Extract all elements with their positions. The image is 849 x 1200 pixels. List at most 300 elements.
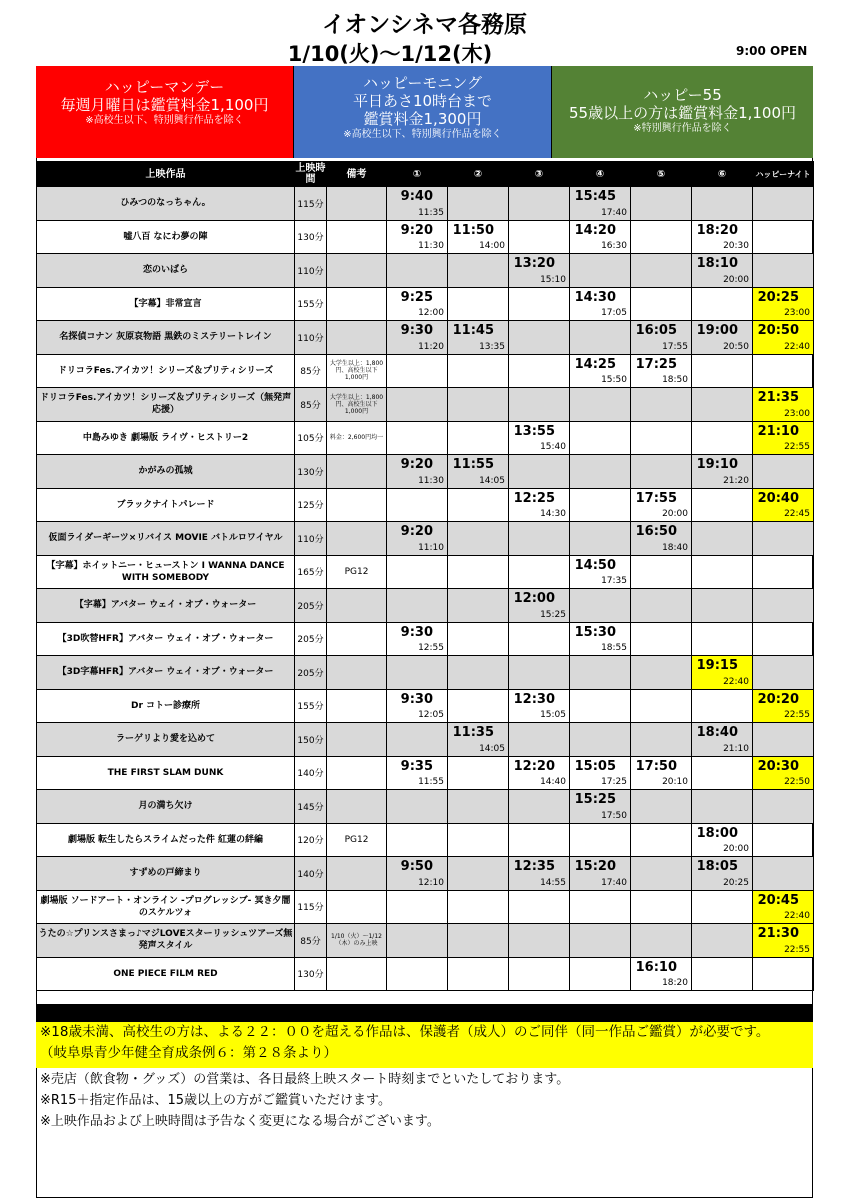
movie-note: 料金：2,600円均一 <box>327 421 387 455</box>
happy-night-slot <box>753 187 814 221</box>
screen-1-slot <box>387 589 448 623</box>
screen-5-slot <box>631 756 692 790</box>
happy-night-slot <box>753 622 814 656</box>
happy-night-slot <box>753 555 814 589</box>
screen-5-slot <box>631 689 692 723</box>
happy-night-slot <box>753 388 814 422</box>
screen-2-slot <box>448 354 509 388</box>
screen-1-slot <box>387 689 448 723</box>
movie-duration: 85分 <box>295 924 327 958</box>
screen-6-slot <box>692 890 753 924</box>
screen-5-slot <box>631 220 692 254</box>
start-time: 21:30 <box>757 926 799 941</box>
movie-title: 名探偵コナン 灰原哀物語 黒鉄のミステリートレイン <box>37 321 295 355</box>
happy-night-slot <box>753 890 814 924</box>
end-time: 14:30 <box>540 509 566 519</box>
happy-night-slot <box>753 254 814 288</box>
movie-note: 大学生以上：1,800円、高校生以下1,000円 <box>327 354 387 388</box>
schedule-table <box>36 161 814 991</box>
start-time: 18:40 <box>696 725 738 740</box>
age-notice-line1: ※18歳未満、高校生の方は、よる２２：００を超える作品は、保護者（成人）のご同伴（同一作品ご鑑賞）が必要です。 <box>40 1024 770 1040</box>
table-row <box>37 890 814 924</box>
screen-5-slot <box>631 823 692 857</box>
end-time: 11:20 <box>418 341 444 352</box>
screen-1-slot <box>387 857 448 891</box>
table-row <box>37 287 814 321</box>
screen-5-slot <box>631 857 692 891</box>
screen-2-slot <box>448 756 509 790</box>
screen-4-slot <box>570 187 631 221</box>
table-row <box>37 421 814 455</box>
movie-duration: 125分 <box>295 488 327 522</box>
screen-1-slot <box>387 756 448 790</box>
start-time: 15:20 <box>574 859 616 874</box>
end-time: 18:40 <box>662 542 688 553</box>
screen-5-slot <box>631 354 692 388</box>
start-time: 16:05 <box>635 323 677 338</box>
start-time: 18:10 <box>696 256 738 271</box>
screen-4-slot <box>570 723 631 757</box>
footer-bar <box>36 1004 813 1022</box>
screen-2-slot <box>448 287 509 321</box>
screen-4-slot <box>570 220 631 254</box>
happy-55-banner <box>552 66 813 158</box>
start-time: 20:40 <box>757 490 799 506</box>
screen-2-slot <box>448 220 509 254</box>
end-time: 15:25 <box>540 609 566 620</box>
movie-note <box>327 756 387 790</box>
happy-night-slot <box>753 220 814 254</box>
start-time: 17:25 <box>635 356 677 372</box>
screen-4-slot <box>570 354 631 388</box>
table-row <box>37 354 814 388</box>
start-time: 12:25 <box>513 490 555 506</box>
screen-2-slot <box>448 656 509 690</box>
happy-monday-desc: 毎週月曜日は鑑賞料金1,100円 <box>60 96 269 114</box>
end-time: 17:25 <box>601 777 627 787</box>
end-time: 23:00 <box>784 308 810 318</box>
header-screen-1: ① <box>387 162 448 187</box>
movie-duration: 140分 <box>295 756 327 790</box>
screen-3-slot <box>509 622 570 656</box>
screen-2-slot <box>448 187 509 221</box>
screen-3-slot <box>509 321 570 355</box>
start-time: 9:25 <box>400 289 433 305</box>
table-header <box>37 162 814 187</box>
end-time: 23:00 <box>784 408 810 419</box>
start-time: 20:25 <box>757 289 799 305</box>
table-row <box>37 589 814 623</box>
start-time: 18:20 <box>696 222 738 238</box>
table-row <box>37 823 814 857</box>
schedule-rows <box>37 187 814 991</box>
start-time: 20:20 <box>757 691 799 707</box>
happy-night-slot <box>753 756 814 790</box>
end-time: 20:30 <box>723 241 749 251</box>
table-row <box>37 656 814 690</box>
movie-duration: 85分 <box>295 388 327 422</box>
screen-5-slot <box>631 924 692 958</box>
end-time: 22:40 <box>784 911 810 921</box>
screen-4-slot <box>570 321 631 355</box>
end-time: 21:20 <box>723 475 749 486</box>
screen-2-slot <box>448 455 509 489</box>
happy-night-slot <box>753 421 814 455</box>
screen-6-slot <box>692 622 753 656</box>
end-time: 22:55 <box>784 442 810 452</box>
start-time: 16:10 <box>635 959 677 975</box>
screen-6-slot <box>692 723 753 757</box>
end-time: 22:50 <box>784 777 810 787</box>
screen-4-slot <box>570 957 631 991</box>
movie-title: THE FIRST SLAM DUNK <box>37 756 295 790</box>
screen-2-slot <box>448 790 509 824</box>
end-time: 11:30 <box>418 241 444 251</box>
happy-monday-note: ※高校生以下、特別興行作品を除く <box>85 115 244 126</box>
screen-5-slot <box>631 421 692 455</box>
start-time: 20:30 <box>757 758 799 774</box>
happy-night-slot <box>753 354 814 388</box>
movie-duration: 130分 <box>295 957 327 991</box>
screen-4-slot <box>570 823 631 857</box>
happy-monday-banner <box>36 66 294 158</box>
start-time: 19:00 <box>696 323 738 338</box>
start-time: 15:30 <box>574 624 616 640</box>
start-time: 21:10 <box>757 423 799 439</box>
screen-1-slot <box>387 522 448 556</box>
age-notice-line2: （岐阜県青少年健全育成条例６：第２８条より） <box>40 1045 337 1061</box>
movie-title: ONE PIECE FILM RED <box>37 957 295 991</box>
screen-2-slot <box>448 522 509 556</box>
end-time: 15:40 <box>540 442 566 452</box>
screen-6-slot <box>692 388 753 422</box>
movie-duration: 145分 <box>295 790 327 824</box>
open-time: 9:00 OPEN <box>736 44 808 58</box>
happy-night-slot <box>753 957 814 991</box>
screen-4-slot <box>570 555 631 589</box>
screen-5-slot <box>631 957 692 991</box>
table-row <box>37 723 814 757</box>
table-row <box>37 555 814 589</box>
start-time: 14:50 <box>574 557 616 573</box>
notes <box>40 1069 569 1132</box>
header-screen-2: ② <box>448 162 509 187</box>
movie-title: 中島みゆき 劇場版 ライヴ・ヒストリー2 <box>37 421 295 455</box>
happy-night-slot <box>753 823 814 857</box>
screen-1-slot <box>387 254 448 288</box>
screen-3-slot <box>509 522 570 556</box>
movie-duration: 120分 <box>295 823 327 857</box>
movie-duration: 140分 <box>295 857 327 891</box>
start-time: 16:50 <box>635 524 677 539</box>
end-time: 17:05 <box>601 308 627 318</box>
screen-1-slot <box>387 388 448 422</box>
screen-3-slot <box>509 354 570 388</box>
happy-night-slot <box>753 488 814 522</box>
screen-1-slot <box>387 723 448 757</box>
screen-4-slot <box>570 589 631 623</box>
screen-6-slot <box>692 689 753 723</box>
page-title: イオンシネマ各務原 <box>321 12 528 38</box>
screen-4-slot <box>570 790 631 824</box>
end-time: 12:00 <box>418 308 444 318</box>
end-time: 13:35 <box>479 341 505 352</box>
end-time: 20:10 <box>662 777 688 787</box>
movie-duration: 155分 <box>295 287 327 321</box>
movie-title: 【字幕】非常宣言 <box>37 287 295 321</box>
screen-6-slot <box>692 455 753 489</box>
start-time: 12:00 <box>513 591 555 606</box>
movie-note <box>327 455 387 489</box>
movie-title: ドリコラFes.アイカツ！シリーズ＆プリティシリーズ <box>37 354 295 388</box>
movie-note <box>327 488 387 522</box>
screen-5-slot <box>631 622 692 656</box>
screen-1-slot <box>387 187 448 221</box>
screen-5-slot <box>631 388 692 422</box>
start-time: 9:40 <box>400 189 433 204</box>
start-time: 19:10 <box>696 457 738 472</box>
movie-duration: 130分 <box>295 455 327 489</box>
screen-3-slot <box>509 924 570 958</box>
happy-night-slot <box>753 723 814 757</box>
movie-note <box>327 254 387 288</box>
movie-note <box>327 656 387 690</box>
screen-2-slot <box>448 321 509 355</box>
happy-monday-name: ハッピーマンデー <box>104 78 225 96</box>
age-notice <box>36 1022 813 1068</box>
screen-3-slot <box>509 254 570 288</box>
end-time: 22:45 <box>784 509 810 519</box>
end-time: 14:55 <box>540 877 566 888</box>
screen-4-slot <box>570 388 631 422</box>
screen-2-slot <box>448 488 509 522</box>
end-time: 20:00 <box>662 509 688 519</box>
end-time: 17:35 <box>601 576 627 586</box>
start-time: 11:55 <box>452 457 494 472</box>
screen-2-slot <box>448 555 509 589</box>
start-time: 12:35 <box>513 859 555 874</box>
screen-1-slot <box>387 823 448 857</box>
screen-3-slot <box>509 890 570 924</box>
screen-3-slot <box>509 823 570 857</box>
movie-title: ドリコラFes.アイカツ！シリーズ＆プリティシリーズ（無発声応援） <box>37 388 295 422</box>
happy-night-slot <box>753 857 814 891</box>
screen-4-slot <box>570 857 631 891</box>
end-time: 18:50 <box>662 375 688 385</box>
table-row <box>37 689 814 723</box>
screen-2-slot <box>448 689 509 723</box>
screen-1-slot <box>387 622 448 656</box>
happy-night-slot <box>753 924 814 958</box>
end-time: 14:00 <box>479 241 505 251</box>
screen-1-slot <box>387 924 448 958</box>
screen-3-slot <box>509 656 570 690</box>
movie-note: PG12 <box>327 823 387 857</box>
movie-title: ラーゲリより愛を込めて <box>37 723 295 757</box>
movie-duration: 110分 <box>295 522 327 556</box>
movie-duration: 85分 <box>295 354 327 388</box>
happy-morning-name: ハッピーモニング <box>362 74 483 92</box>
movie-note <box>327 522 387 556</box>
start-time: 11:35 <box>452 725 494 740</box>
screen-6-slot <box>692 924 753 958</box>
end-time: 20:00 <box>723 844 749 854</box>
screen-6-slot <box>692 522 753 556</box>
end-time: 20:50 <box>723 341 749 352</box>
screen-5-slot <box>631 488 692 522</box>
screen-3-slot <box>509 287 570 321</box>
table-row <box>37 321 814 355</box>
screen-2-slot <box>448 890 509 924</box>
screen-3-slot <box>509 957 570 991</box>
start-time: 21:35 <box>757 390 799 405</box>
start-time: 9:20 <box>400 457 433 472</box>
screen-5-slot <box>631 656 692 690</box>
screen-2-slot <box>448 622 509 656</box>
screen-3-slot <box>509 689 570 723</box>
end-time: 17:50 <box>601 810 627 821</box>
screen-2-slot <box>448 857 509 891</box>
table-row <box>37 857 814 891</box>
screen-4-slot <box>570 890 631 924</box>
movie-title: 【3D字幕HFR】アバター ウェイ・オブ・ウォーター <box>37 656 295 690</box>
screen-4-slot <box>570 756 631 790</box>
screen-3-slot <box>509 723 570 757</box>
screen-2-slot <box>448 388 509 422</box>
table-row <box>37 187 814 221</box>
screen-4-slot <box>570 455 631 489</box>
movie-title: 【字幕】アバター ウェイ・オブ・ウォーター <box>37 589 295 623</box>
screen-4-slot <box>570 254 631 288</box>
movie-title: 恋のいばら <box>37 254 295 288</box>
screen-4-slot <box>570 656 631 690</box>
movie-note <box>327 723 387 757</box>
movie-note <box>327 622 387 656</box>
start-time: 14:25 <box>574 356 616 372</box>
screen-4-slot <box>570 421 631 455</box>
screen-1-slot <box>387 488 448 522</box>
start-time: 11:45 <box>452 323 494 338</box>
date-range: 1/10(火)～1/12(木) <box>287 42 493 66</box>
movie-title: 嘘八百 なにわ夢の陣 <box>37 220 295 254</box>
movie-title: 劇場版 転生したらスライムだった件 紅蓮の絆編 <box>37 823 295 857</box>
screen-3-slot <box>509 790 570 824</box>
start-time: 9:20 <box>400 524 433 539</box>
movie-note: 大学生以上：1,800円、高校生以下1,000円 <box>327 388 387 422</box>
screen-4-slot <box>570 924 631 958</box>
end-time: 20:00 <box>723 274 749 285</box>
screen-5-slot <box>631 455 692 489</box>
start-time: 9:30 <box>400 323 433 338</box>
screen-1-slot <box>387 555 448 589</box>
screen-6-slot <box>692 555 753 589</box>
screen-2-slot <box>448 924 509 958</box>
header-note: 備考 <box>327 162 387 187</box>
table-row <box>37 254 814 288</box>
screen-4-slot <box>570 522 631 556</box>
movie-title: ひみつのなっちゃん。 <box>37 187 295 221</box>
end-time: 15:10 <box>540 274 566 285</box>
header-screen-3: ③ <box>509 162 570 187</box>
end-time: 22:55 <box>784 710 810 720</box>
screen-1-slot <box>387 455 448 489</box>
screen-5-slot <box>631 790 692 824</box>
movie-note <box>327 287 387 321</box>
end-time: 17:40 <box>601 877 627 888</box>
movie-duration: 205分 <box>295 622 327 656</box>
screen-2-slot <box>448 589 509 623</box>
movie-title: かがみの孤城 <box>37 455 295 489</box>
movie-note <box>327 857 387 891</box>
movie-note <box>327 957 387 991</box>
start-time: 17:55 <box>635 490 677 506</box>
screen-1-slot <box>387 656 448 690</box>
end-time: 22:40 <box>723 676 749 687</box>
end-time: 22:40 <box>784 341 810 352</box>
screen-1-slot <box>387 220 448 254</box>
movie-duration: 105分 <box>295 421 327 455</box>
movie-duration: 110分 <box>295 254 327 288</box>
start-time: 14:30 <box>574 289 616 305</box>
start-time: 12:20 <box>513 758 555 774</box>
start-time: 9:30 <box>400 624 433 640</box>
screen-3-slot <box>509 388 570 422</box>
header-screen-4: ④ <box>570 162 631 187</box>
screen-5-slot <box>631 187 692 221</box>
screen-6-slot <box>692 790 753 824</box>
end-time: 15:05 <box>540 710 566 720</box>
table-row <box>37 455 814 489</box>
screen-4-slot <box>570 622 631 656</box>
end-time: 12:55 <box>418 643 444 653</box>
screen-1-slot <box>387 421 448 455</box>
movie-duration: 115分 <box>295 187 327 221</box>
header-title: 上映作品 <box>37 162 295 187</box>
screen-3-slot <box>509 857 570 891</box>
movie-title: 【字幕】ホイットニー・ヒューストン I WANNA DANCE WITH SOMEBODY <box>37 555 295 589</box>
happy-night-slot <box>753 689 814 723</box>
happy-55-name: ハッピー55 <box>643 86 722 104</box>
screen-2-slot <box>448 254 509 288</box>
screen-6-slot <box>692 321 753 355</box>
end-time: 12:05 <box>418 710 444 720</box>
end-time: 16:30 <box>601 241 627 251</box>
movie-duration: 205分 <box>295 656 327 690</box>
screen-3-slot <box>509 421 570 455</box>
screen-6-slot <box>692 957 753 991</box>
movie-title: 仮面ライダーギーツ×リバイス MOVIE バトルロワイヤル <box>37 522 295 556</box>
start-time: 11:50 <box>452 222 494 238</box>
happy-night-slot <box>753 321 814 355</box>
screen-1-slot <box>387 321 448 355</box>
movie-duration: 155分 <box>295 689 327 723</box>
movie-note <box>327 321 387 355</box>
note-line: ※R15＋指定作品は、15歳以上の方がご鑑賞いただけます。 <box>40 1093 391 1108</box>
table-row <box>37 488 814 522</box>
header-screen-6: ⑥ <box>692 162 753 187</box>
happy-morning-line2: 鑑賞料金1,300円 <box>363 110 482 128</box>
screen-5-slot <box>631 254 692 288</box>
end-time: 14:05 <box>479 743 505 754</box>
movie-note: 1/10（火）～1/12（木）のみ上映 <box>327 924 387 958</box>
start-time: 18:05 <box>696 859 738 874</box>
table-row <box>37 756 814 790</box>
movie-title: 月の満ち欠け <box>37 790 295 824</box>
happy-night-slot <box>753 455 814 489</box>
screen-2-slot <box>448 957 509 991</box>
screen-6-slot <box>692 857 753 891</box>
start-time: 12:30 <box>513 691 555 707</box>
